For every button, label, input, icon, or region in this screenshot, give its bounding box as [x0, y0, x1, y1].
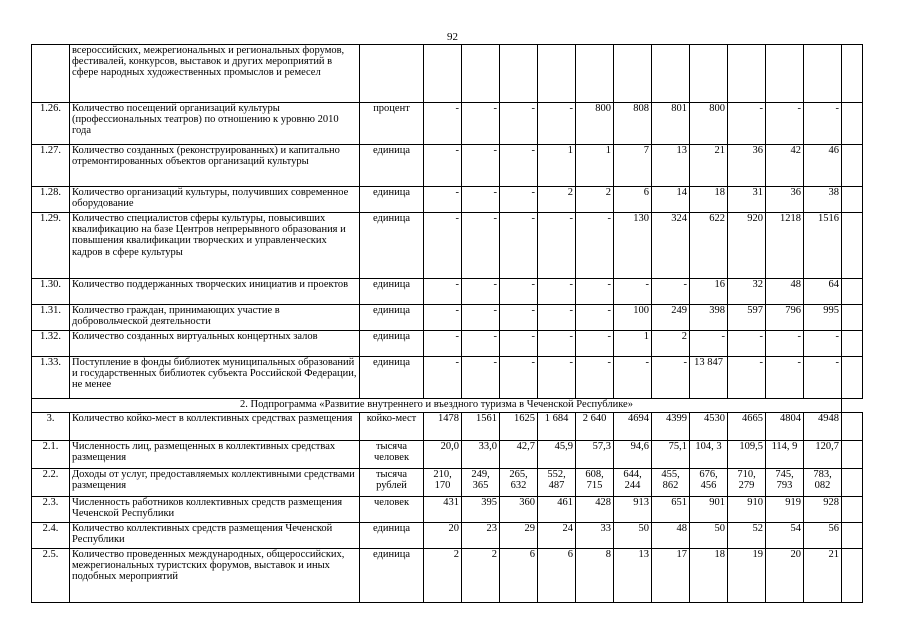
- value-cell: 7: [614, 145, 652, 187]
- row-number: 1.31.: [32, 305, 70, 331]
- value-cell: 644, 244: [614, 469, 652, 497]
- value-cell: 4530: [690, 413, 728, 441]
- value-cell: [842, 305, 863, 331]
- value-cell: 130: [614, 213, 652, 279]
- table-row: [32, 213, 863, 279]
- value-cell: -: [538, 103, 576, 145]
- value-cell: 33: [576, 523, 614, 549]
- value-cell: 398: [690, 305, 728, 331]
- value-cell: -: [424, 187, 462, 213]
- value-cell: 50: [690, 523, 728, 549]
- row-number: 3.: [32, 413, 70, 441]
- value-cell: 622: [690, 213, 728, 279]
- value-cell: 1 684: [538, 413, 576, 441]
- table-row: [32, 523, 863, 549]
- value-cell: 48: [766, 279, 804, 305]
- value-cell: 13 847: [690, 357, 728, 399]
- table-row: [32, 441, 863, 469]
- value-cell: 1: [614, 331, 652, 357]
- value-cell: 995: [804, 305, 842, 331]
- unit-cell: тысяча рублей: [360, 469, 424, 497]
- value-cell: 114, 9: [766, 441, 804, 469]
- value-cell: 64: [804, 279, 842, 305]
- value-cell: [842, 549, 863, 603]
- indicator-name: Поступление в фонды библиотек муниципальных образований и государственных библиотек субъекта Российской Федерации, не менее: [70, 357, 360, 399]
- indicator-name: Количество организаций культуры, получивших современное оборудование: [70, 187, 360, 213]
- value-cell: [842, 145, 863, 187]
- value-cell: 75,1: [652, 441, 690, 469]
- value-cell: 6: [538, 549, 576, 603]
- value-cell: 1478: [424, 413, 462, 441]
- value-cell: 18: [690, 549, 728, 603]
- value-cell: 14: [652, 187, 690, 213]
- value-cell: -: [652, 357, 690, 399]
- value-cell: 1516: [804, 213, 842, 279]
- value-cell: -: [500, 331, 538, 357]
- value-cell: -: [538, 331, 576, 357]
- value-cell: [766, 45, 804, 103]
- value-cell: 4665: [728, 413, 766, 441]
- unit-cell: тысяча человек: [360, 441, 424, 469]
- value-cell: 324: [652, 213, 690, 279]
- value-cell: 42,7: [500, 441, 538, 469]
- value-cell: [690, 45, 728, 103]
- unit-cell: [360, 45, 424, 103]
- indicator-name: Количество коллективных средств размещения Чеченской Республики: [70, 523, 360, 549]
- value-cell: -: [424, 305, 462, 331]
- indicator-name: Доходы от услуг, предоставляемых коллективными средствами размещения: [70, 469, 360, 497]
- value-cell: -: [500, 187, 538, 213]
- value-cell: [652, 45, 690, 103]
- value-cell: [842, 413, 863, 441]
- value-cell: 50: [614, 523, 652, 549]
- table-row: [32, 279, 863, 305]
- value-cell: [842, 523, 863, 549]
- value-cell: 745, 793: [766, 469, 804, 497]
- value-cell: -: [804, 331, 842, 357]
- table-row: [32, 413, 863, 441]
- value-cell: -: [576, 213, 614, 279]
- value-cell: -: [728, 331, 766, 357]
- value-cell: [842, 187, 863, 213]
- value-cell: 45,9: [538, 441, 576, 469]
- unit-cell: единица: [360, 145, 424, 187]
- value-cell: 52: [728, 523, 766, 549]
- value-cell: 910: [728, 497, 766, 523]
- value-cell: 20: [766, 549, 804, 603]
- value-cell: -: [500, 279, 538, 305]
- value-cell: 46: [804, 145, 842, 187]
- value-cell: -: [424, 213, 462, 279]
- value-cell: 796: [766, 305, 804, 331]
- row-number: 1.33.: [32, 357, 70, 399]
- value-cell: 249: [652, 305, 690, 331]
- value-cell: 249, 365: [462, 469, 500, 497]
- value-cell: -: [576, 305, 614, 331]
- value-cell: 19: [728, 549, 766, 603]
- value-cell: 36: [766, 187, 804, 213]
- value-cell: -: [424, 145, 462, 187]
- value-cell: 1561: [462, 413, 500, 441]
- unit-cell: койко-мест: [360, 413, 424, 441]
- value-cell: 919: [766, 497, 804, 523]
- value-cell: -: [804, 103, 842, 145]
- value-cell: 32: [728, 279, 766, 305]
- value-cell: 2 640: [576, 413, 614, 441]
- value-cell: 18: [690, 187, 728, 213]
- value-cell: 94,6: [614, 441, 652, 469]
- value-cell: 4694: [614, 413, 652, 441]
- value-cell: 48: [652, 523, 690, 549]
- value-cell: [842, 357, 863, 399]
- value-cell: [576, 45, 614, 103]
- table-row: [32, 103, 863, 145]
- table-row: [32, 331, 863, 357]
- indicator-name: Количество созданных виртуальных концертных залов: [70, 331, 360, 357]
- value-cell: 1625: [500, 413, 538, 441]
- value-cell: [842, 441, 863, 469]
- value-cell: -: [462, 187, 500, 213]
- value-cell: 109,5: [728, 441, 766, 469]
- value-cell: 913: [614, 497, 652, 523]
- unit-cell: единица: [360, 549, 424, 603]
- unit-cell: единица: [360, 357, 424, 399]
- value-cell: [842, 103, 863, 145]
- value-cell: -: [462, 145, 500, 187]
- value-cell: [424, 45, 462, 103]
- section-row: [32, 399, 863, 413]
- value-cell: 552, 487: [538, 469, 576, 497]
- value-cell: 20: [424, 523, 462, 549]
- value-cell: 31: [728, 187, 766, 213]
- value-cell: 676, 456: [690, 469, 728, 497]
- value-cell: -: [728, 357, 766, 399]
- table-row: [32, 549, 863, 603]
- value-cell: -: [690, 331, 728, 357]
- value-cell: [804, 45, 842, 103]
- value-cell: 21: [804, 549, 842, 603]
- value-cell: -: [766, 103, 804, 145]
- value-cell: -: [766, 331, 804, 357]
- row-number: 2.2.: [32, 469, 70, 497]
- value-cell: 710, 279: [728, 469, 766, 497]
- row-number: 1.32.: [32, 331, 70, 357]
- indicator-name: Количество граждан, принимающих участие в добровольческой деятельности: [70, 305, 360, 331]
- value-cell: 2: [576, 187, 614, 213]
- value-cell: 24: [538, 523, 576, 549]
- indicator-name: всероссийских, межрегиональных и региональных форумов, фестивалей, конкурсов, выставок и других мероприятий в сфере народных художественных промыслов и ремесел: [70, 45, 360, 103]
- row-number: 1.29.: [32, 213, 70, 279]
- row-number: 1.30.: [32, 279, 70, 305]
- value-cell: -: [652, 279, 690, 305]
- value-cell: 808: [614, 103, 652, 145]
- value-cell: 801: [652, 103, 690, 145]
- value-cell: 21: [690, 145, 728, 187]
- value-cell: 33,0: [462, 441, 500, 469]
- value-cell: 120,7: [804, 441, 842, 469]
- value-cell: 8: [576, 549, 614, 603]
- value-cell: 56: [804, 523, 842, 549]
- value-cell: -: [614, 279, 652, 305]
- value-cell: 608, 715: [576, 469, 614, 497]
- indicators-table: [31, 44, 863, 603]
- value-cell: -: [424, 279, 462, 305]
- value-cell: -: [500, 213, 538, 279]
- unit-cell: процент: [360, 103, 424, 145]
- value-cell: 928: [804, 497, 842, 523]
- row-number: 2.3.: [32, 497, 70, 523]
- value-cell: -: [766, 357, 804, 399]
- value-cell: 104, 3: [690, 441, 728, 469]
- unit-cell: единица: [360, 331, 424, 357]
- value-cell: -: [500, 305, 538, 331]
- value-cell: [842, 45, 863, 103]
- value-cell: [538, 45, 576, 103]
- value-cell: 4804: [766, 413, 804, 441]
- indicator-name: Количество поддержанных творческих инициатив и проектов: [70, 279, 360, 305]
- value-cell: 13: [652, 145, 690, 187]
- table-row: [32, 187, 863, 213]
- indicator-name: Численность лиц, размещенных в коллективных средствах размещения: [70, 441, 360, 469]
- row-number: 2.4.: [32, 523, 70, 549]
- indicator-name: Количество посещений организаций культуры (профессиональных театров) по отношению к уровню 2010 года: [70, 103, 360, 145]
- value-cell: 428: [576, 497, 614, 523]
- table-row: [32, 497, 863, 523]
- value-cell: 54: [766, 523, 804, 549]
- value-cell: 2: [652, 331, 690, 357]
- table-row: [32, 469, 863, 497]
- value-cell: -: [462, 103, 500, 145]
- indicator-name: Количество созданных (реконструированных) и капитально отремонтированных объектов организаций культуры: [70, 145, 360, 187]
- value-cell: -: [576, 279, 614, 305]
- value-cell: -: [500, 103, 538, 145]
- table-row: [32, 305, 863, 331]
- value-cell: [842, 497, 863, 523]
- value-cell: 4399: [652, 413, 690, 441]
- value-cell: 360: [500, 497, 538, 523]
- value-cell: 461: [538, 497, 576, 523]
- value-cell: -: [576, 357, 614, 399]
- value-cell: 597: [728, 305, 766, 331]
- value-cell: -: [576, 331, 614, 357]
- table-row: [32, 145, 863, 187]
- indicator-name: Количество специалистов сферы культуры, повысивших квалификацию на базе Центров непрерывного образования и повышения квалификации творческих и управленческих кадров в сфере культуры: [70, 213, 360, 279]
- value-cell: -: [728, 103, 766, 145]
- value-cell: 100: [614, 305, 652, 331]
- table-row: [32, 45, 863, 103]
- value-cell: 13: [614, 549, 652, 603]
- row-number: 2.5.: [32, 549, 70, 603]
- value-cell: 1: [538, 145, 576, 187]
- value-cell: -: [614, 357, 652, 399]
- value-cell: 2: [462, 549, 500, 603]
- value-cell: 16: [690, 279, 728, 305]
- value-cell: [842, 279, 863, 305]
- value-cell: [728, 45, 766, 103]
- unit-cell: единица: [360, 213, 424, 279]
- value-cell: -: [462, 357, 500, 399]
- value-cell: 901: [690, 497, 728, 523]
- value-cell: 2: [538, 187, 576, 213]
- value-cell: 20,0: [424, 441, 462, 469]
- value-cell: -: [538, 305, 576, 331]
- value-cell: -: [424, 357, 462, 399]
- value-cell: -: [500, 357, 538, 399]
- unit-cell: единица: [360, 305, 424, 331]
- value-cell: 431: [424, 497, 462, 523]
- value-cell: -: [500, 145, 538, 187]
- indicator-name: Количество койко-мест в коллективных средствах размещения: [70, 413, 360, 441]
- page-number: 92: [447, 31, 458, 43]
- value-cell: 920: [728, 213, 766, 279]
- value-cell: [462, 45, 500, 103]
- value-cell: -: [462, 213, 500, 279]
- unit-cell: единица: [360, 187, 424, 213]
- value-cell: -: [462, 331, 500, 357]
- value-cell: 6: [500, 549, 538, 603]
- unit-cell: единица: [360, 279, 424, 305]
- value-cell: -: [424, 103, 462, 145]
- value-cell: 6: [614, 187, 652, 213]
- row-number: [32, 45, 70, 103]
- value-cell: 800: [576, 103, 614, 145]
- unit-cell: человек: [360, 497, 424, 523]
- value-cell: 57,3: [576, 441, 614, 469]
- unit-cell: единица: [360, 523, 424, 549]
- value-cell: [842, 213, 863, 279]
- value-cell: 395: [462, 497, 500, 523]
- value-cell: [614, 45, 652, 103]
- section-title: 2. Подпрограмма «Развитие внутреннего и въездного туризма в Чеченской Республике»: [32, 399, 842, 413]
- value-cell: 265, 632: [500, 469, 538, 497]
- value-cell: 23: [462, 523, 500, 549]
- value-cell: 800: [690, 103, 728, 145]
- value-cell: -: [424, 331, 462, 357]
- indicator-name: Количество проведенных международных, общероссийских, межрегиональных туристских форумов, выставок и иных подобных мероприятий: [70, 549, 360, 603]
- value-cell: 1218: [766, 213, 804, 279]
- value-cell: -: [804, 357, 842, 399]
- row-number: 1.27.: [32, 145, 70, 187]
- value-cell: -: [462, 305, 500, 331]
- row-number: 1.28.: [32, 187, 70, 213]
- value-cell: [500, 45, 538, 103]
- value-cell: 36: [728, 145, 766, 187]
- value-cell: 1: [576, 145, 614, 187]
- value-cell: -: [462, 279, 500, 305]
- value-cell: -: [538, 357, 576, 399]
- row-number: 1.26.: [32, 103, 70, 145]
- value-cell: 455, 862: [652, 469, 690, 497]
- value-cell: 38: [804, 187, 842, 213]
- value-cell: -: [538, 213, 576, 279]
- value-cell: 2: [424, 549, 462, 603]
- value-cell: -: [538, 279, 576, 305]
- value-cell: [842, 469, 863, 497]
- value-cell: 29: [500, 523, 538, 549]
- value-cell: 17: [652, 549, 690, 603]
- value-cell: 783, 082: [804, 469, 842, 497]
- row-number: 2.1.: [32, 441, 70, 469]
- value-cell: 651: [652, 497, 690, 523]
- indicator-name: Численность работников коллективных средств размещения Чеченской Республики: [70, 497, 360, 523]
- value-cell: 210, 170: [424, 469, 462, 497]
- value-cell: [842, 331, 863, 357]
- value-cell: 4948: [804, 413, 842, 441]
- value-cell: 42: [766, 145, 804, 187]
- table-row: [32, 357, 863, 399]
